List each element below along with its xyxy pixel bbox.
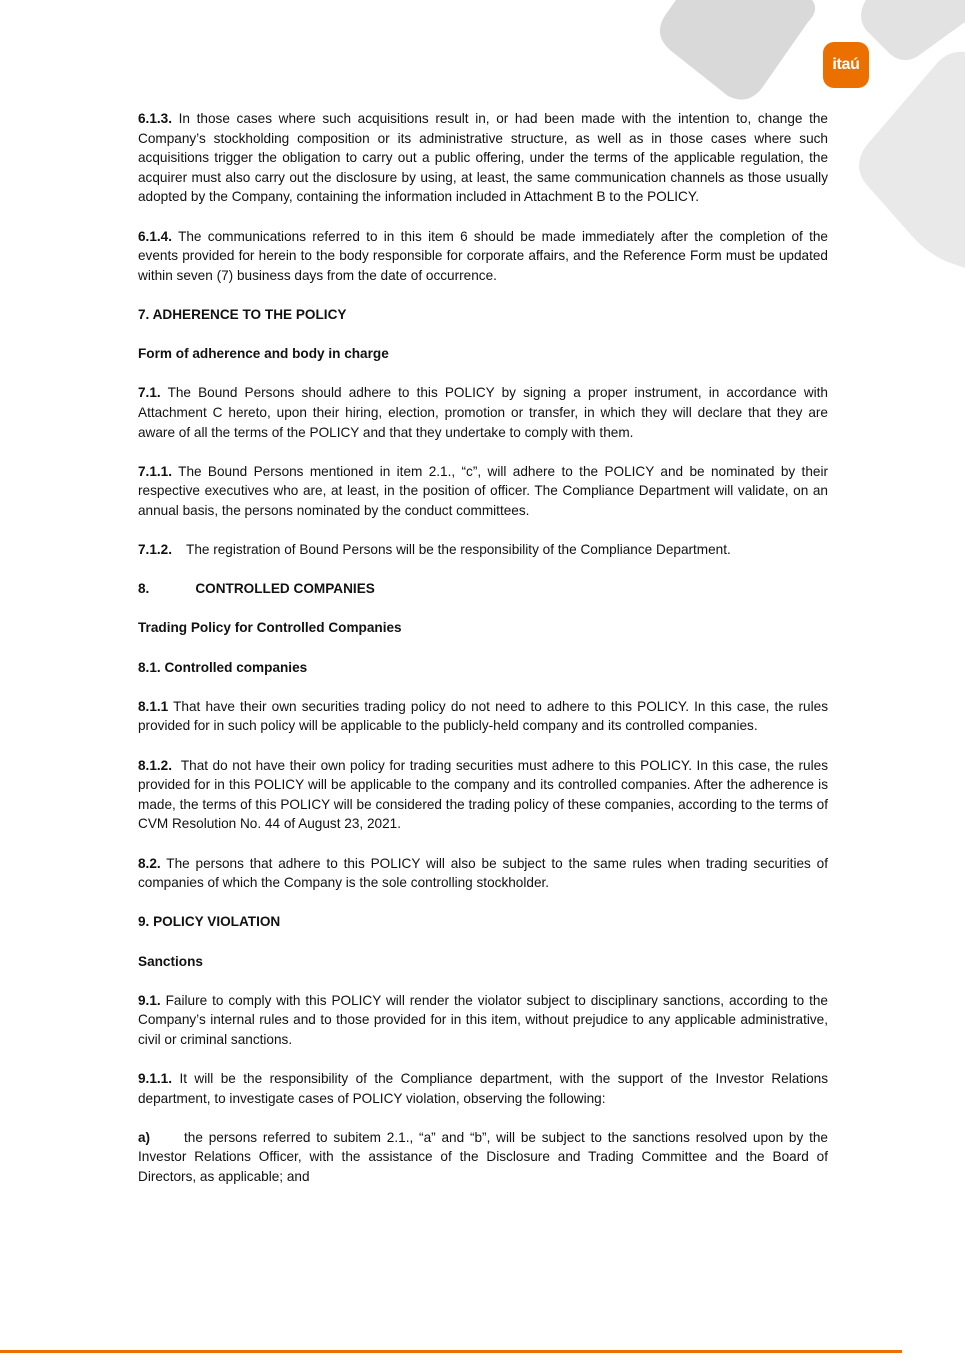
section-heading-9: 9. POLICY VIOLATION	[138, 914, 281, 930]
subheading-sanctions: Sanctions	[138, 953, 203, 969]
document-body	[138, 109, 828, 1206]
paragraph-8-1-1: 8.1.1 That have their own securities trading policy do not need to adhere to this POLICY. In this case, the rules provided for in such policy will be applicable to the publicly-held company and its controlled companies.	[138, 698, 828, 734]
subheading-8-1: 8.1. Controlled companies	[138, 659, 308, 675]
subheading-trading-policy: Trading Policy for Controlled Companies	[138, 620, 402, 636]
subheading-form-of-adherence: Form of adherence and body in charge	[138, 346, 389, 362]
paragraph-8-1-2: 8.1.2. That do not have their own policy for trading securities must adhere to this POLICY. In this case, the rules provided for in this POLICY will be applicable to the company and its controlled companies. After the adherence is made, the terms of this POLICY will be considered the trading policy of these companies, according to the terms of CVM Resolution No. 44 of August 23, 2021.	[138, 757, 828, 832]
paragraph-7-1-2: 7.1.2. The registration of Bound Persons will be the responsibility of the Compliance Department.	[138, 542, 731, 558]
paragraph-9-1: 9.1. Failure to comply with this POLICY will render the violator subject to disciplinary sanctions, according to the Company’s internal rules and to those provided for in this item, without prejudice to any applicable administrative, civil or criminal sanctions.	[138, 992, 828, 1047]
section-heading-8: 8. CONTROLLED COMPANIES	[138, 581, 375, 597]
gray-shape-top-left	[660, 0, 815, 100]
paragraph-7-1-1: 7.1.1. The Bound Persons mentioned in item 2.1., “c”, will adhere to the POLICY and be nominated by their respective executives who are, at least, in the position of officer. The Compliance Department will validate, on an annual basis, the persons nominated by the conduct committees.	[138, 463, 828, 518]
paragraph-9-1-1: 9.1.1. It will be the responsibility of the Compliance department, with the support of the Investor Relations department, to investigate cases of POLICY violation, observing the following:	[138, 1071, 828, 1106]
paragraph-7-1: 7.1. The Bound Persons should adhere to this POLICY by signing a proper instrument, in accordance with Attachment C hereto, upon their hiring, election, promotion or transfer, in which they will declare that they are aware of all the terms of the POLICY and that they undertake to comply with them.	[138, 385, 828, 440]
gray-shape-right	[859, 52, 965, 268]
list-item-a: a) the persons referred to subitem 2.1., “a” and “b”, will be subject to the sanctions resolved upon by the Investor Relations Officer, with the assistance of the Disclosure and Trading Committee and the Board of Directors, as applicable; and	[138, 1129, 828, 1185]
paragraph-6-1-3: 6.1.3. In those cases where such acquisitions result in, or had been made with the intention to, change the Company’s stockholding composition or its administrative structure, as well as in those cases where such acquisitions trigger the obligation to carry out a public offering, under the terms of the applicable regulation, the acquirer must also carry out the disclosure by using, at least, the same communication channels as those usually adopted by the Company, containing the information included in Attachment B to the POLICY.	[138, 111, 828, 205]
paragraph-6-1-4: 6.1.4. The communications referred to in this item 6 should be made immediately after the completion of the events provided for herein to the body responsible for corporate affairs, and the Reference Form must be updated within seven (7) business days from the date of occurrence.	[138, 228, 828, 283]
itau-logo: itaú	[823, 42, 869, 88]
paragraph-8-2: 8.2. The persons that adhere to this POLICY will also be subject to the same rules when trading securities of companies of which the Company is the sole controlling stockholder.	[138, 855, 828, 891]
footer-accent-line	[0, 1350, 902, 1353]
gray-shape-top-right	[861, 0, 965, 60]
section-heading-7: 7. ADHERENCE TO THE POLICY	[138, 306, 347, 322]
